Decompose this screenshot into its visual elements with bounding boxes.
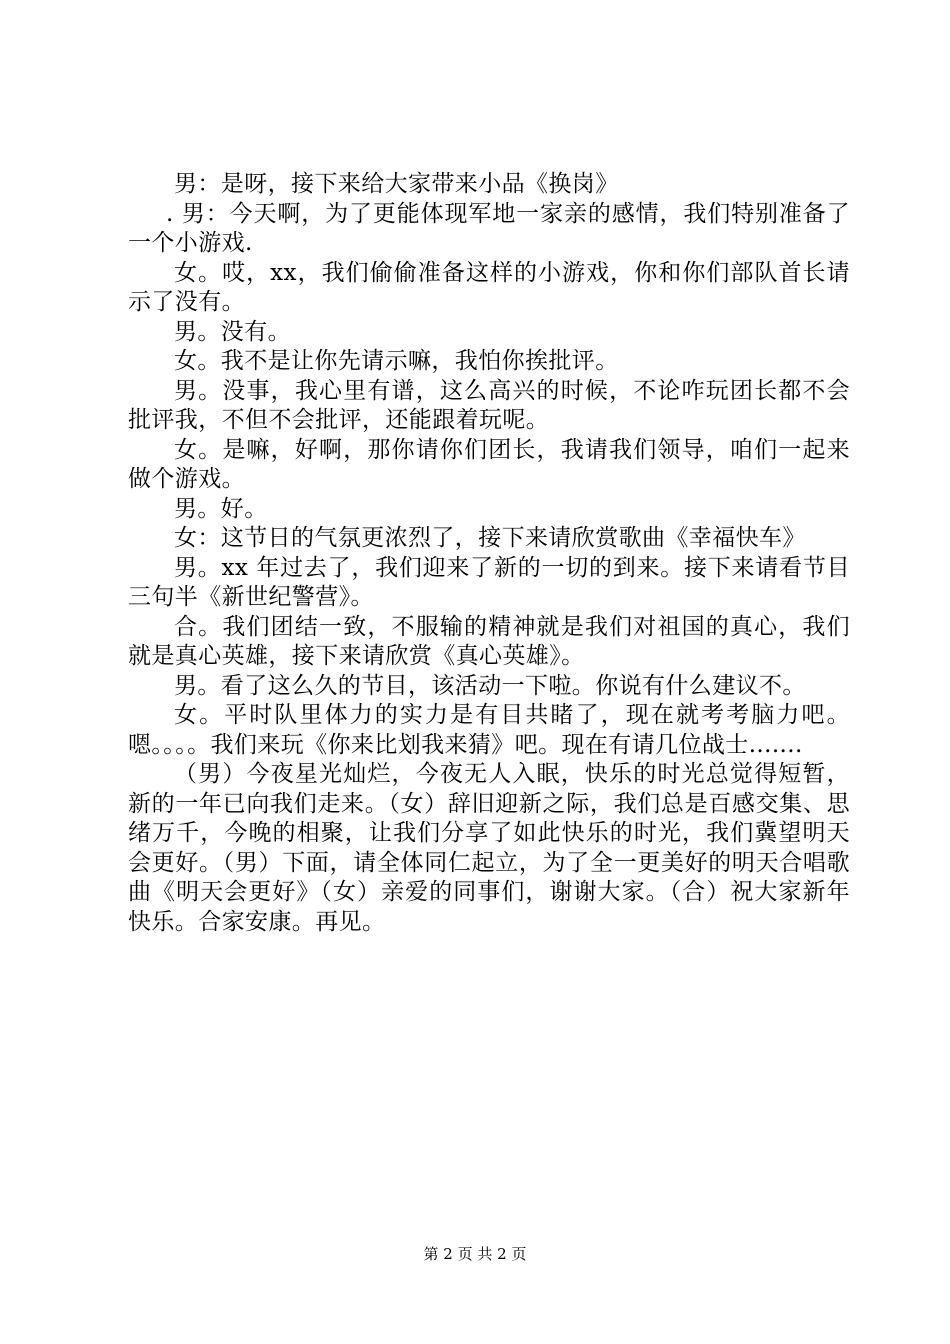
paragraph-4: 男。没有。 xyxy=(174,318,291,345)
document-body xyxy=(128,170,850,937)
paragraph-7: 女。是嘛，好啊，那你请你们团长，我请我们领导，咱们一起来做个游戏。 xyxy=(128,436,850,492)
paragraph-8: 男。好。 xyxy=(174,495,268,522)
paragraph-3: 女。哎，xx，我们偷偷准备这样的小游戏，你和你们部队首长请示了没有。 xyxy=(128,259,850,315)
paragraph-6: 男。没事，我心里有谱，这么高兴的时候，不论咋玩团长都不会批评我，不但不会批评，还能跟着玩呢。 xyxy=(128,377,850,433)
page-footer: 第 2 页 共 2 页 xyxy=(423,1245,527,1263)
paragraph-11: 合。我们团结一致，不服输的精神就是我们对祖国的真心，我们就是真心英雄，接下来请欣赏《真心英雄》。 xyxy=(128,613,850,669)
paragraph-9: 女：这节日的气氛更浓烈了，接下来请欣赏歌曲《幸福快车》 xyxy=(174,525,806,551)
paragraph-10: 男。xx 年过去了，我们迎来了新的一切的到来。接下来请看节目三句半《新世纪警营》。 xyxy=(128,554,850,610)
paragraph-14: （男）今夜星光灿烂，今夜无人入眠，快乐的时光总觉得短暂，新的一年已向我们走来。（女）辞旧迎新之际，我们总是百感交集、思绪万千，今晚的相聚，让我们分享了如此快乐的时光，我们冀望明天会更好。（男）下面，请全体同仁起立，为了全一更美好的明天合唱歌曲《明天会更好》（女）亲爱的同事们，谢谢大家。（合）祝大家新年快乐。合家安康。再见。 xyxy=(128,761,850,935)
paragraph-5: 女。我不是让你先请示嘛，我怕你挨批评。 xyxy=(174,348,619,374)
paragraph-12: 男。看了这么久的节目，该活动一下啦。你说有什么建议不。 xyxy=(174,672,806,699)
paragraph-2: . 男：今天啊，为了更能体现军地一家亲的感情，我们特别准备了一个小游戏. xyxy=(128,200,850,256)
paragraph-13: 女。平时队里体力的实力是有目共睹了，现在就考考脑力吧。嗯。。。。我们来玩《你来比划我来猜》吧。现在有请几位战士....... xyxy=(128,702,850,758)
paragraph-1: 男：是呀，接下来给大家带来小品《换岗》 xyxy=(174,171,619,197)
